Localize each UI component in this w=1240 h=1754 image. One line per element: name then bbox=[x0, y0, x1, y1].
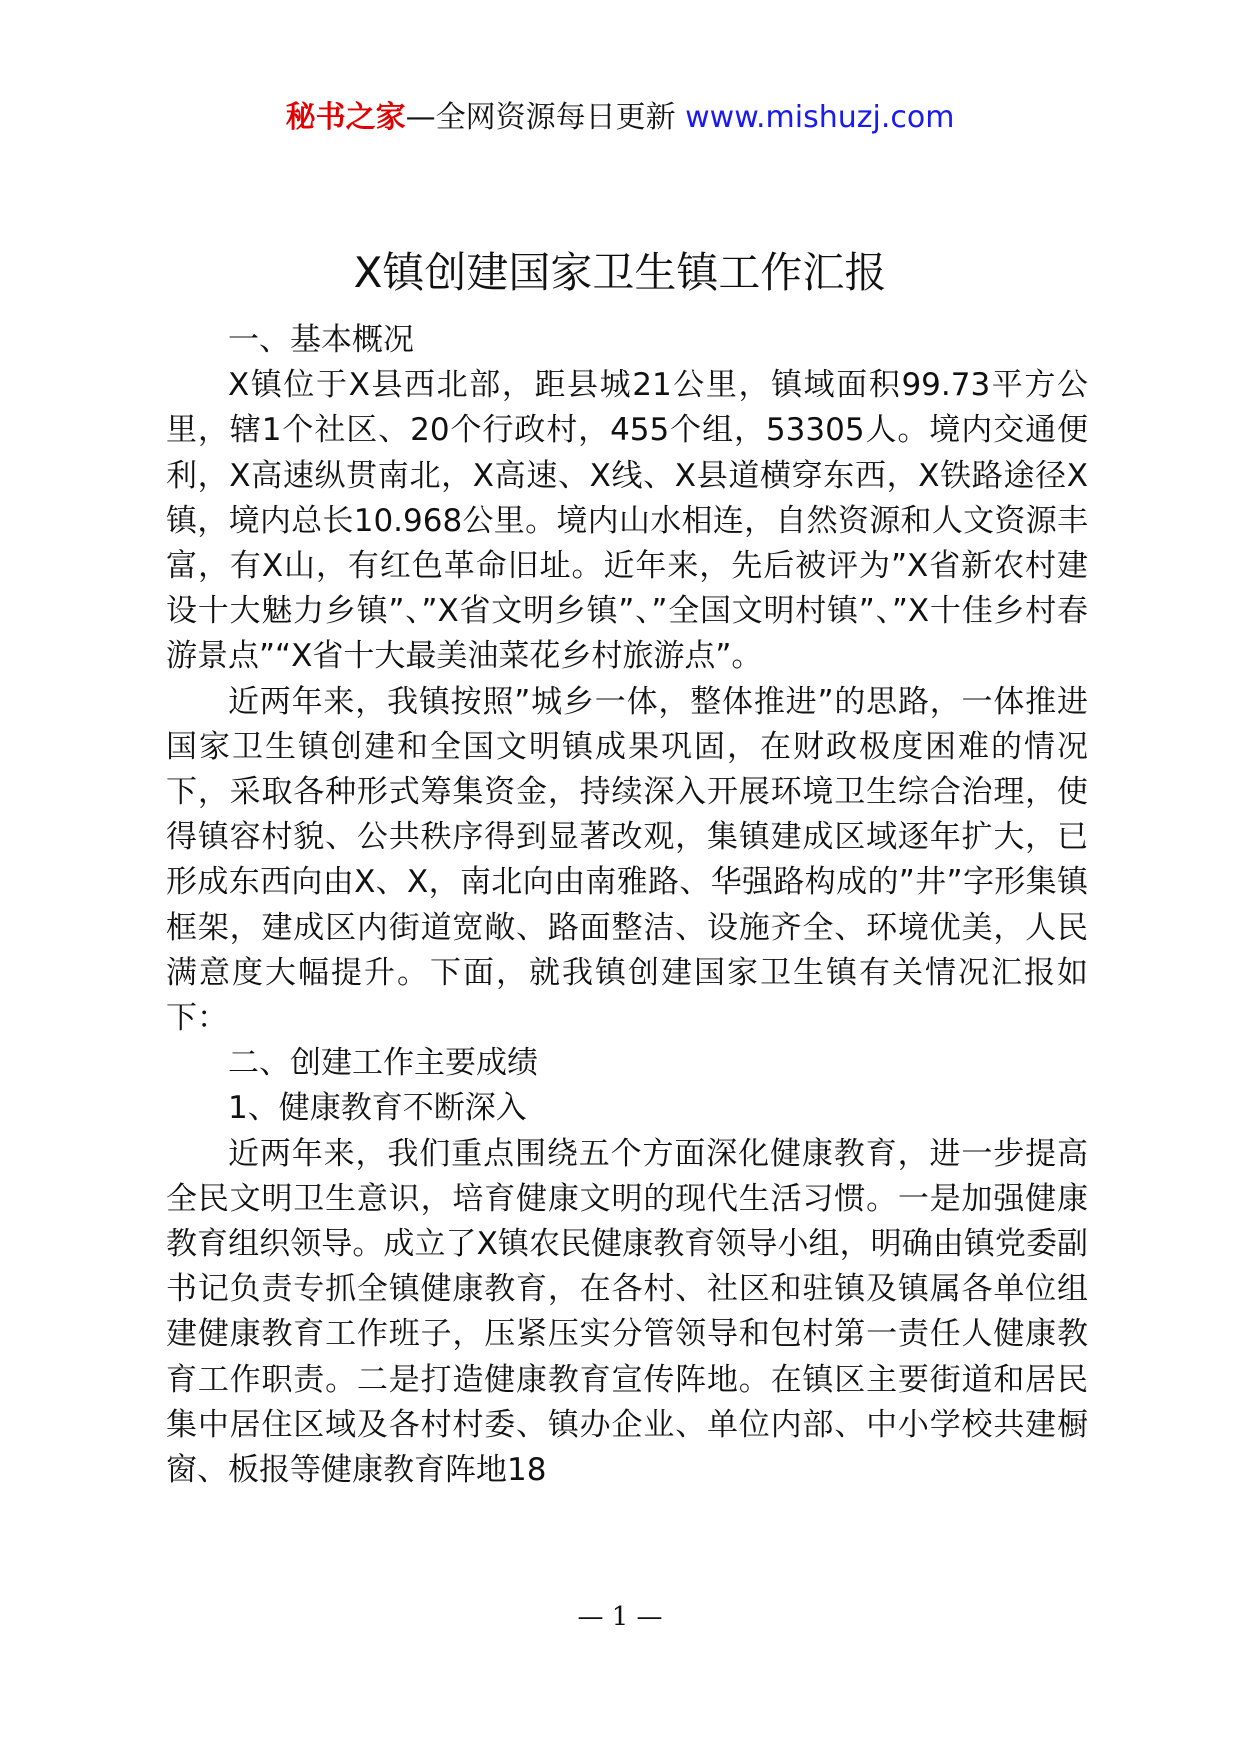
site-brand: 秘书之家 bbox=[285, 100, 406, 135]
body-paragraph: 近两年来，我镇按照”城乡一体，整体推进”的思路，一体推进国家卫生镇创建和全国文明镇成果巩固，在财政极度困难的情况下，采取各种形式筹集资金，持续深入开展环境卫生综合治理，使得镇容村貌、公共秩序得到显著改观，集镇建成区域逐年扩大，已形成东西向由X、X，南北向由南雅路、华强路构成的”井”字形集镇框架，建成区内街道宽敞、路面整洁、设施齐全、环境优美，人民满意度大幅提升。下面，就我镇创建国家卫生镇有关情况汇报如下： bbox=[166, 683, 1088, 1037]
body-paragraph: 近两年来，我们重点围绕五个方面深化健康教育，进一步提高全民文明卫生意识，培育健康文明的现代生活习惯。一是加强健康教育组织领导。成立了X镇农民健康教育领导小组，明确由镇党委副书记负责专抓全镇健康教育，在各村、社区和驻镇及镇属各单位组建健康教育工作班子，压紧压实分管领导和包村第一责任人健康教育工作职责。二是打造健康教育宣传阵地。在镇区主要街道和居民集中居住区域及各村村委、镇办企业、单位内部、中小学校共建橱窗、板报等健康教育阵地18 bbox=[166, 1135, 1088, 1489]
section-heading: 一、基本概况 bbox=[228, 322, 414, 358]
body-paragraph: X镇位于X县西北部，距县城21公里，镇域面积99.73平方公里，辖1个社区、20个行政村，455个组，53305人。境内交通便利，X高速纵贯南北，X高速、X线、X县道横穿东西，X铁路途径X镇，境内总长10.968公里。境内山水相连，自然资源和人文资源丰富，有X山，有红色革命旧址。近年来，先后被评为”X省新农村建设十大魅力乡镇”、”X省文明乡镇”、”全国文明村镇”、”X十佳乡村春游景点”“X省十大最美油菜花乡村旅游点”。 bbox=[166, 367, 1088, 675]
page-number: — 1 — bbox=[577, 1602, 663, 1632]
document-body bbox=[166, 318, 1088, 1493]
site-header bbox=[0, 98, 1240, 138]
site-url-link[interactable]: www.mishuzj.com bbox=[685, 100, 955, 135]
site-tagline: —全网资源每日更新 bbox=[405, 100, 676, 135]
section-heading: 二、创建工作主要成绩 bbox=[228, 1045, 538, 1082]
subsection-heading: 1、健康教育不断深入 bbox=[228, 1090, 527, 1127]
document-title: X镇创建国家卫生镇工作汇报 bbox=[353, 248, 887, 297]
